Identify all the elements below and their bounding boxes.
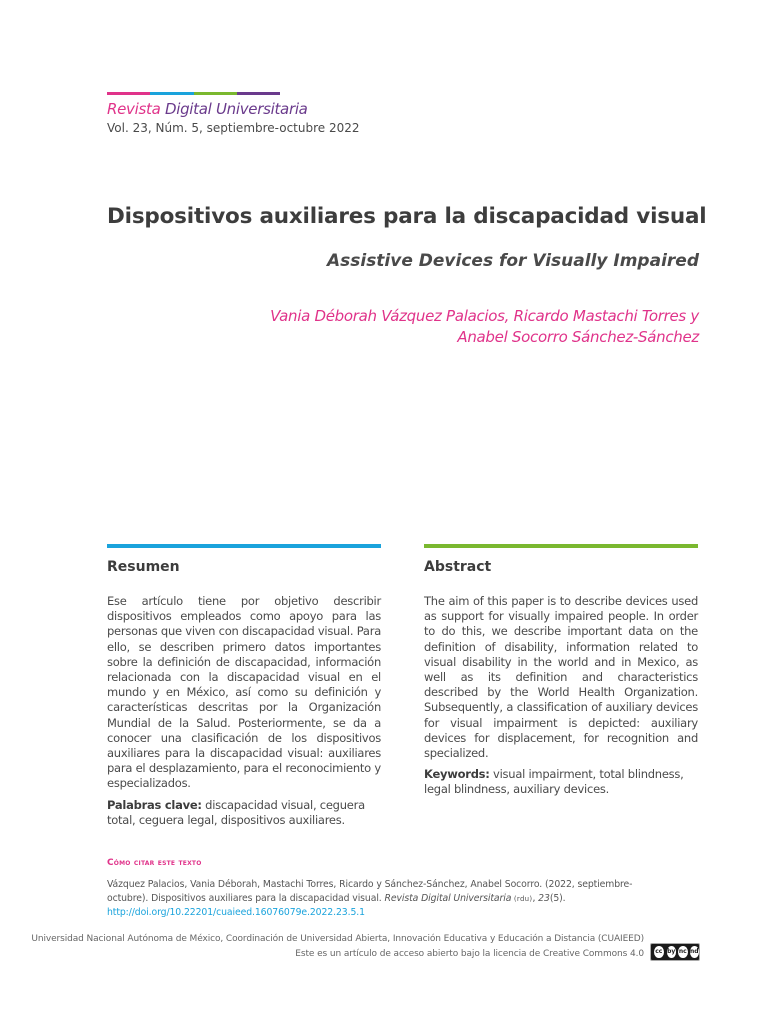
resumen-heading: Resumen [107, 559, 180, 575]
journal-name-part1: Revista [107, 100, 161, 118]
article-title: Dispositivos auxiliares para la discapacidad visual [107, 204, 707, 229]
citation-text [107, 878, 667, 920]
creative-commons-badge[interactable] [650, 943, 700, 961]
volume-issue: Vol. 23, Núm. 5, septiembre-octubre 2022 [107, 121, 360, 135]
citation-journal-abbrev: (rdu) [511, 895, 533, 903]
citation-text-part: , [532, 893, 539, 904]
resumen-section [107, 544, 381, 828]
citation-volume: 23 [538, 893, 550, 904]
resumen-rule [107, 544, 381, 548]
abstract-keywords-label: Keywords: [424, 767, 490, 782]
journal-name-part2: Digital Universitaria [160, 100, 308, 118]
footer-institution: Universidad Nacional Autónoma de México, Coordinación de Universidad Abierta, Innovación Educativa y Educación a Distancia (CUAIEED) [31, 934, 644, 944]
article-authors [179, 306, 699, 348]
citation-text-part: (5). [549, 893, 566, 904]
citation-heading: Cómo citar este texto [107, 858, 202, 868]
abstract-keywords [424, 767, 698, 797]
cc-icon: cc [653, 945, 665, 959]
resumen-keywords-label: Palabras clave: [107, 797, 202, 812]
journal-name [107, 100, 308, 118]
abstract-keywords-list: visual impairment, total blindness, legal blindness, auxiliary devices. [424, 767, 684, 797]
journal-color-bar [107, 92, 280, 95]
page-footer [31, 932, 644, 961]
cc-by-icon: by [667, 946, 677, 958]
cc-nd-icon: nd [690, 946, 700, 958]
abstract-rule [424, 544, 698, 548]
article-subtitle: Assistive Devices for Visually Impaired [326, 251, 699, 271]
footer-license: Este es un artículo de acceso abierto bajo la licencia de Creative Commons 4.0 [295, 948, 644, 959]
authors-line: Anabel Socorro Sánchez-Sánchez [457, 328, 699, 346]
authors-line: Vania Déborah Vázquez Palacios, Ricardo Mastachi Torres y [270, 307, 699, 325]
resumen-keywords [107, 798, 381, 828]
resumen-body: Ese artículo tiene por objetivo describir dispositivos empleados como apoyo para las personas que viven con discapacidad visual. Para ello, se describen primero datos importantes sobre la definición de discapacidad, información relacionada con la discapacidad visual en el mundo y en México, así como su definición y características descritas por la Organización Mundial de la Salud. Posteriormente, se da a conocer una clasificación de los dispositivos auxiliares para la discapacidad visual: auxiliares para el desplazamiento, para el reconocimiento y especializados. [107, 594, 381, 791]
citation-journal: Revista Digital Universitaria [384, 893, 512, 904]
color-bar-segment [237, 92, 280, 95]
cc-nc-icon: nc [678, 946, 688, 958]
citation-text-part: Vázquez Palacios, Vania Déborah, Mastachi Torres, Ricardo y Sánchez-Sánchez, Anabel Socorro. (2022, septiembre-octubre). Dispositivos auxiliares para la discapacidad visual. [107, 879, 633, 904]
abstract-heading: Abstract [424, 559, 492, 575]
resumen-keywords-list: discapacidad visual, ceguera total, ceguera legal, dispositivos auxiliares. [107, 797, 365, 827]
color-bar-segment [150, 92, 193, 95]
doi-link[interactable]: http://doi.org/10.22201/cuaieed.16076079e.2022.23.5.1 [107, 907, 365, 918]
color-bar-segment [194, 92, 237, 95]
abstract-body: The aim of this paper is to describe devices used as support for visually impaired people. In order to do this, we describe important data on the definition of disability, information related to visual disability in the world and in Mexico, as well as its definition and characteristics described by the World Health Organization. Subsequently, a classification of auxiliary devices for visual impairment is depicted: auxiliary devices for displacement, for recognition and specialized. [424, 594, 698, 761]
color-bar-segment [107, 92, 150, 95]
abstract-section [424, 544, 698, 798]
